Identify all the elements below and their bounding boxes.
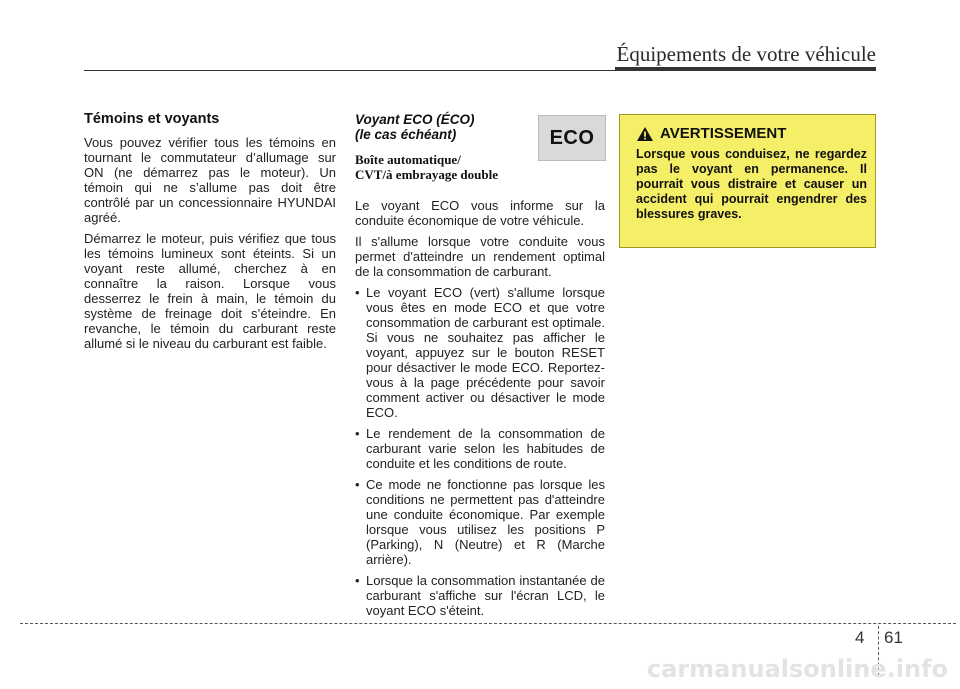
footer-rule bbox=[20, 623, 956, 624]
bullet-item: • Le rendement de la consommation de carburant varie selon les habitudes de conduite et les conditions de route. bbox=[355, 426, 605, 471]
section-title-eco-line2: (le cas échéant) bbox=[355, 127, 457, 142]
section-title-temoins: Témoins et voyants bbox=[84, 111, 220, 127]
warning-text: Lorsque vous conduisez, ne regardez pas le voyant en permanence. Il pourrait vous distraire et causer un accident qui pourrait engendrer des blessures graves. bbox=[636, 147, 867, 221]
bullet-item: • Ce mode ne fonctionne pas lorsque les conditions ne permettent pas d'atteindre une conduite économique. Par exemple lorsque vous utilisez les positions P (Parking), N (Neutre) et R (Marche arrière). bbox=[355, 477, 605, 567]
paragraph: Vous pouvez vérifier tous les témoins en tournant le commutateur d’allumage sur ON (ne démarrez pas le moteur). Un témoin qui ne s’allume pas doit être contrôlé par un concessionnaire HYUNDAI agréé. bbox=[84, 135, 336, 225]
header-title: Équipements de votre véhicule bbox=[616, 42, 876, 66]
bullet-item: • Lorsque la consommation instantanée de carburant s'affiche sur l'écran LCD, le voyant ECO s'éteint. bbox=[355, 573, 605, 618]
eco-indicator-icon bbox=[538, 115, 606, 161]
column-voyant-eco bbox=[355, 112, 605, 624]
watermark: carmanualsonline.info bbox=[646, 655, 948, 683]
chapter-number: 4 bbox=[855, 628, 865, 647]
bullet-list bbox=[355, 285, 605, 618]
warning-title: AVERTISSEMENT bbox=[660, 125, 787, 142]
warning-triangle-icon bbox=[636, 126, 654, 142]
paragraph: Il s'allume lorsque votre conduite vous permet d'atteindre un rendement optimal de la consommation de carburant. bbox=[355, 234, 605, 279]
header-rule-accent bbox=[615, 67, 876, 71]
transmission-note-line1: Boîte automatique/ bbox=[355, 152, 461, 167]
eco-indicator-label: ECO bbox=[549, 126, 595, 149]
warning-box bbox=[619, 114, 876, 248]
paragraph: Démarrez le moteur, puis vérifiez que tous les témoins lumineux sont éteints. Si un voyant reste allumé, cherchez à en connaître la raison. Lorsque vous desserrez le frein à main, le témoin du système de freinage doit s’éteindre. En revanche, le témoin du carburant reste allumé si le niveau du carburant est faible. bbox=[84, 231, 336, 351]
bullet-item: • Le voyant ECO (vert) s'allume lorsque vous êtes en mode ECO et que votre consommation de carburant est optimale. Si vous ne souhaitez pas afficher le voyant, appuyez sur le bouton RESET pour désactiver le mode ECO. Reportez-vous à la page précédente pour savoir comment activer ou désactiver le mode ECO. bbox=[355, 285, 605, 420]
column-temoins bbox=[84, 112, 336, 357]
page-number: 61 bbox=[884, 628, 903, 647]
section-title-eco-line1: Voyant ECO (ÉCO) bbox=[355, 112, 475, 127]
warning-header bbox=[636, 125, 867, 142]
transmission-note-line2: CVT/à embrayage double bbox=[355, 167, 498, 182]
paragraph: Le voyant ECO vous informe sur la conduite économique de votre véhicule. bbox=[355, 198, 605, 228]
